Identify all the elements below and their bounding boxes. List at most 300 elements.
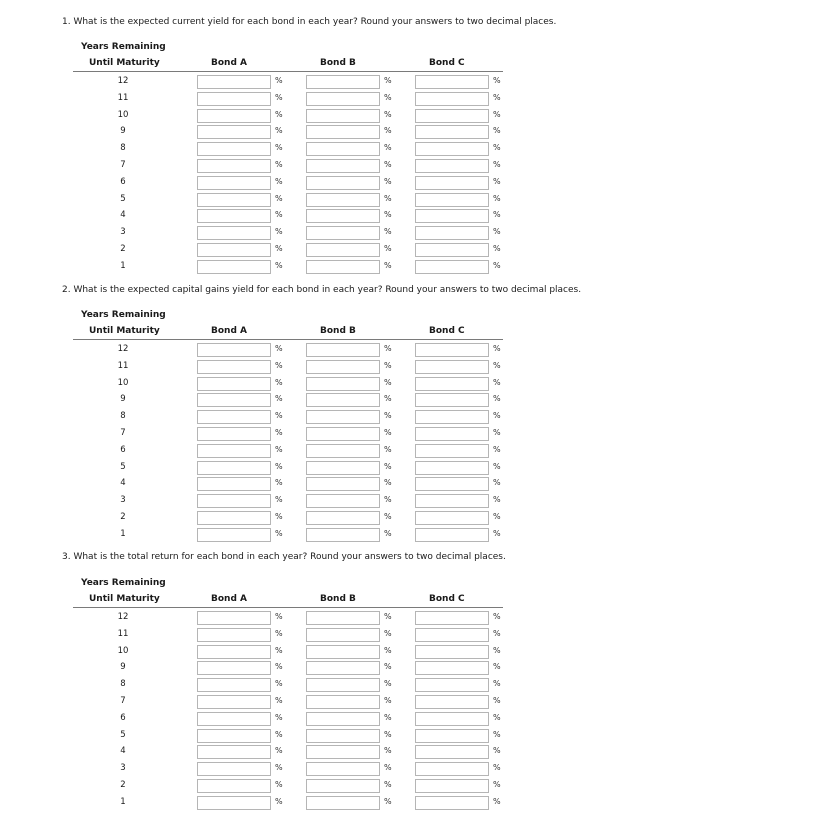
percent-unit-label: % (384, 746, 392, 756)
bond-c-answer-input[interactable] (415, 645, 489, 659)
bond-c-answer-input[interactable] (415, 410, 489, 424)
bond-b-answer-input[interactable] (306, 75, 380, 89)
table-row (73, 677, 503, 694)
bond-b-answer-input[interactable] (306, 377, 380, 391)
bond-b-answer-input[interactable] (306, 645, 380, 659)
bond-c-answer-input[interactable] (415, 360, 489, 374)
bond-a-answer-input[interactable] (197, 243, 271, 257)
bond-a-answer-input[interactable] (197, 209, 271, 223)
year-label: 11 (117, 360, 129, 371)
percent-unit-label: % (384, 628, 392, 638)
year-label: 3 (120, 763, 126, 774)
bond-c-answer-input[interactable] (415, 193, 489, 207)
percent-unit-label: % (384, 76, 392, 85)
percent-unit-label: % (275, 461, 283, 471)
percent-unit-label: % (493, 160, 501, 169)
bond-a-answer-input[interactable] (197, 393, 271, 407)
bond-c-answer-input[interactable] (415, 628, 489, 642)
table-row (73, 259, 503, 276)
table-row (73, 392, 503, 409)
bond-a-answer-input[interactable] (197, 628, 271, 642)
bond-c-answer-input[interactable] (415, 109, 489, 123)
bond-b-answer-input[interactable] (306, 611, 380, 625)
bond-c-answer-input[interactable] (415, 444, 489, 458)
header-bond-a: Bond A (211, 58, 247, 68)
percent-unit-label: % (493, 377, 501, 387)
bond-b-answer-input[interactable] (306, 745, 380, 759)
percent-unit-label: % (384, 645, 392, 655)
bond-b-answer-input[interactable] (306, 109, 380, 123)
percent-unit-label: % (275, 377, 283, 387)
percent-unit-label: % (384, 512, 392, 521)
header-divider (73, 339, 503, 340)
bond-a-answer-input[interactable] (197, 125, 271, 139)
bond-a-answer-input[interactable] (197, 410, 271, 424)
table-row (73, 124, 503, 141)
percent-unit-label: % (493, 628, 501, 638)
bond-c-answer-input[interactable] (415, 427, 489, 441)
table-row (73, 728, 503, 745)
table-row (73, 74, 503, 91)
bond-a-answer-input[interactable] (197, 444, 271, 458)
table-row (73, 610, 503, 627)
percent-unit-label: % (384, 143, 392, 153)
bond-b-answer-input[interactable] (306, 176, 380, 190)
table-row (73, 342, 503, 359)
bond-c-answer-input[interactable] (415, 377, 489, 391)
table-row (73, 225, 503, 242)
year-label: 3 (120, 495, 126, 506)
table-row (73, 359, 503, 376)
bond-c-answer-input[interactable] (415, 494, 489, 508)
percent-unit-label: % (493, 344, 501, 353)
percent-unit-label: % (493, 109, 501, 119)
table-row (73, 175, 503, 192)
year-label: 5 (120, 729, 126, 740)
bond-c-answer-input[interactable] (415, 75, 489, 89)
question-text: 1. What is the expected current yield for each bond in each year? Round your answers to two decimal places. (62, 17, 557, 27)
bond-a-answer-input[interactable] (197, 745, 271, 759)
percent-unit-label: % (493, 645, 501, 655)
bond-c-answer-input[interactable] (415, 461, 489, 475)
bond-c-answer-input[interactable] (415, 92, 489, 106)
percent-unit-label: % (493, 763, 501, 773)
year-label: 11 (117, 92, 129, 103)
bond-c-answer-input[interactable] (415, 159, 489, 173)
percent-unit-label: % (275, 478, 283, 488)
bond-c-answer-input[interactable] (415, 796, 489, 810)
bond-a-answer-input[interactable] (197, 779, 271, 793)
bond-c-answer-input[interactable] (415, 176, 489, 190)
year-label: 3 (120, 227, 126, 238)
header-bond-c: Bond C (429, 58, 465, 68)
percent-unit-label: % (384, 260, 392, 270)
percent-unit-label: % (275, 528, 283, 538)
bond-a-answer-input[interactable] (197, 477, 271, 491)
bond-c-answer-input[interactable] (415, 745, 489, 759)
bond-b-answer-input[interactable] (306, 393, 380, 407)
bond-a-answer-input[interactable] (197, 511, 271, 525)
percent-unit-label: % (275, 411, 283, 421)
bond-c-answer-input[interactable] (415, 125, 489, 139)
bond-b-answer-input[interactable] (306, 260, 380, 274)
percent-unit-label: % (275, 360, 283, 370)
year-label: 8 (120, 411, 126, 422)
percent-unit-label: % (384, 796, 392, 806)
percent-unit-label: % (493, 712, 501, 722)
bond-b-answer-input[interactable] (306, 125, 380, 139)
year-label: 8 (120, 679, 126, 690)
percent-unit-label: % (275, 679, 283, 689)
bond-a-answer-input[interactable] (197, 762, 271, 776)
percent-unit-label: % (493, 679, 501, 689)
percent-unit-label: % (384, 763, 392, 773)
percent-unit-label: % (493, 461, 501, 471)
bond-a-answer-input[interactable] (197, 611, 271, 625)
bond-b-answer-input[interactable] (306, 511, 380, 525)
bond-c-answer-input[interactable] (415, 511, 489, 525)
percent-unit-label: % (275, 780, 283, 789)
bond-a-answer-input[interactable] (197, 343, 271, 357)
bond-a-answer-input[interactable] (197, 427, 271, 441)
year-label: 11 (117, 628, 129, 639)
percent-unit-label: % (384, 210, 392, 220)
bond-c-answer-input[interactable] (415, 142, 489, 156)
bond-a-answer-input[interactable] (197, 109, 271, 123)
bond-a-answer-input[interactable] (197, 92, 271, 106)
table-row (73, 644, 503, 661)
header-bond-c: Bond C (429, 326, 465, 336)
bond-a-answer-input[interactable] (197, 159, 271, 173)
percent-unit-label: % (275, 260, 283, 270)
year-label: 4 (120, 746, 126, 757)
percent-unit-label: % (275, 712, 283, 722)
bond-c-answer-input[interactable] (415, 243, 489, 257)
percent-unit-label: % (493, 780, 501, 789)
table-row (73, 476, 503, 493)
bond-b-answer-input[interactable] (306, 779, 380, 793)
bond-c-answer-input[interactable] (415, 611, 489, 625)
percent-unit-label: % (384, 696, 392, 705)
percent-unit-label: % (384, 729, 392, 739)
bond-b-answer-input[interactable] (306, 226, 380, 240)
bond-b-answer-input[interactable] (306, 628, 380, 642)
table-row (73, 744, 503, 761)
bond-b-answer-input[interactable] (306, 661, 380, 675)
table-row (73, 376, 503, 393)
percent-unit-label: % (493, 729, 501, 739)
year-label: 1 (120, 528, 126, 539)
percent-unit-label: % (384, 528, 392, 538)
percent-unit-label: % (275, 628, 283, 638)
percent-unit-label: % (275, 210, 283, 220)
bond-a-answer-input[interactable] (197, 377, 271, 391)
table-row (73, 409, 503, 426)
percent-unit-label: % (493, 528, 501, 538)
year-label: 9 (120, 662, 126, 673)
percent-unit-label: % (384, 780, 392, 789)
header-bond-c: Bond C (429, 594, 465, 604)
header-bond-a: Bond A (211, 594, 247, 604)
bond-b-answer-input[interactable] (306, 209, 380, 223)
bond-c-answer-input[interactable] (415, 477, 489, 491)
percent-unit-label: % (493, 193, 501, 203)
percent-unit-label: % (493, 696, 501, 705)
percent-unit-label: % (275, 746, 283, 756)
percent-unit-label: % (384, 244, 392, 253)
question-text: 3. What is the total return for each bond in each year? Round your answers to two decimal places. (62, 552, 506, 562)
percent-unit-label: % (384, 478, 392, 488)
header-bond-b: Bond B (320, 594, 356, 604)
bond-b-answer-input[interactable] (306, 193, 380, 207)
bond-a-answer-input[interactable] (197, 661, 271, 675)
percent-unit-label: % (275, 143, 283, 153)
year-label: 10 (117, 645, 129, 656)
year-label: 4 (120, 478, 126, 489)
header-years-remaining: Years Remaining (81, 578, 166, 588)
header-bond-b: Bond B (320, 58, 356, 68)
percent-unit-label: % (384, 377, 392, 387)
table-row (73, 91, 503, 108)
percent-unit-label: % (384, 461, 392, 471)
percent-unit-label: % (493, 612, 501, 621)
bond-c-answer-input[interactable] (415, 695, 489, 709)
percent-unit-label: % (493, 796, 501, 806)
bond-b-answer-input[interactable] (306, 243, 380, 257)
header-years-remaining: Years Remaining (81, 310, 166, 320)
bond-a-answer-input[interactable] (197, 260, 271, 274)
percent-unit-label: % (275, 645, 283, 655)
year-label: 2 (120, 780, 126, 790)
percent-unit-label: % (384, 394, 392, 404)
year-label: 10 (117, 377, 129, 388)
bond-c-answer-input[interactable] (415, 779, 489, 793)
bond-c-answer-input[interactable] (415, 393, 489, 407)
percent-unit-label: % (493, 126, 501, 136)
percent-unit-label: % (493, 512, 501, 521)
bond-a-answer-input[interactable] (197, 494, 271, 508)
bond-a-answer-input[interactable] (197, 645, 271, 659)
header-divider (73, 607, 503, 608)
bond-c-answer-input[interactable] (415, 226, 489, 240)
question-text: 2. What is the expected capital gains yield for each bond in each year? Round your answers to two decimal places. (62, 285, 582, 295)
year-label: 9 (120, 394, 126, 405)
percent-unit-label: % (493, 394, 501, 404)
bond-a-answer-input[interactable] (197, 226, 271, 240)
bond-a-answer-input[interactable] (197, 712, 271, 726)
percent-unit-label: % (275, 227, 283, 237)
year-label: 5 (120, 193, 126, 204)
percent-unit-label: % (493, 227, 501, 237)
bond-c-answer-input[interactable] (415, 762, 489, 776)
bond-a-answer-input[interactable] (197, 461, 271, 475)
bond-a-answer-input[interactable] (197, 796, 271, 810)
percent-unit-label: % (493, 76, 501, 85)
percent-unit-label: % (493, 478, 501, 488)
year-label: 7 (120, 696, 126, 706)
percent-unit-label: % (493, 143, 501, 153)
percent-unit-label: % (493, 495, 501, 505)
table-row (73, 208, 503, 225)
bond-c-answer-input[interactable] (415, 712, 489, 726)
percent-unit-label: % (275, 193, 283, 203)
bond-c-answer-input[interactable] (415, 343, 489, 357)
bond-c-answer-input[interactable] (415, 729, 489, 743)
percent-unit-label: % (384, 126, 392, 136)
percent-unit-label: % (384, 92, 392, 102)
table-row (73, 158, 503, 175)
year-label: 10 (117, 109, 129, 120)
bond-a-answer-input[interactable] (197, 528, 271, 542)
percent-unit-label: % (275, 662, 283, 672)
bond-b-answer-input[interactable] (306, 712, 380, 726)
percent-unit-label: % (493, 360, 501, 370)
year-label: 4 (120, 210, 126, 221)
year-label: 6 (120, 712, 126, 723)
percent-unit-label: % (384, 712, 392, 722)
bond-b-answer-input[interactable] (306, 477, 380, 491)
percent-unit-label: % (384, 227, 392, 237)
bond-a-answer-input[interactable] (197, 193, 271, 207)
bond-a-answer-input[interactable] (197, 176, 271, 190)
bond-b-answer-input[interactable] (306, 343, 380, 357)
percent-unit-label: % (384, 360, 392, 370)
percent-unit-label: % (275, 763, 283, 773)
bond-b-answer-input[interactable] (306, 762, 380, 776)
percent-unit-label: % (493, 92, 501, 102)
percent-unit-label: % (275, 796, 283, 806)
percent-unit-label: % (275, 444, 283, 454)
year-label: 1 (120, 796, 126, 807)
percent-unit-label: % (384, 109, 392, 119)
percent-unit-label: % (275, 76, 283, 85)
percent-unit-label: % (384, 160, 392, 169)
table-row (73, 460, 503, 477)
header-bond-b: Bond B (320, 326, 356, 336)
bond-b-answer-input[interactable] (306, 159, 380, 173)
percent-unit-label: % (384, 344, 392, 353)
percent-unit-label: % (275, 612, 283, 621)
year-label: 6 (120, 444, 126, 455)
percent-unit-label: % (493, 746, 501, 756)
percent-unit-label: % (275, 109, 283, 119)
percent-unit-label: % (275, 176, 283, 186)
percent-unit-label: % (275, 126, 283, 136)
bond-b-answer-input[interactable] (306, 360, 380, 374)
percent-unit-label: % (275, 92, 283, 102)
year-label: 12 (117, 344, 129, 354)
percent-unit-label: % (493, 244, 501, 253)
percent-unit-label: % (493, 260, 501, 270)
bond-b-answer-input[interactable] (306, 461, 380, 475)
year-label: 6 (120, 176, 126, 187)
table-row (73, 694, 503, 711)
percent-unit-label: % (493, 444, 501, 454)
percent-unit-label: % (275, 696, 283, 705)
bond-c-answer-input[interactable] (415, 209, 489, 223)
bond-c-answer-input[interactable] (415, 661, 489, 675)
percent-unit-label: % (275, 344, 283, 353)
bond-b-answer-input[interactable] (306, 796, 380, 810)
bond-b-answer-input[interactable] (306, 444, 380, 458)
year-label: 7 (120, 160, 126, 170)
table-row (73, 108, 503, 125)
table-row (73, 426, 503, 443)
bond-b-answer-input[interactable] (306, 528, 380, 542)
bond-a-answer-input[interactable] (197, 360, 271, 374)
table-row (73, 527, 503, 544)
percent-unit-label: % (384, 428, 392, 437)
percent-unit-label: % (384, 612, 392, 621)
percent-unit-label: % (493, 428, 501, 437)
percent-unit-label: % (384, 679, 392, 689)
percent-unit-label: % (275, 244, 283, 253)
table-row (73, 242, 503, 259)
bond-a-answer-input[interactable] (197, 729, 271, 743)
table-row (73, 795, 503, 812)
bond-b-answer-input[interactable] (306, 92, 380, 106)
header-until-maturity: Until Maturity (89, 326, 160, 336)
percent-unit-label: % (493, 210, 501, 220)
percent-unit-label: % (384, 193, 392, 203)
year-label: 9 (120, 126, 126, 137)
bond-b-answer-input[interactable] (306, 410, 380, 424)
table-row (73, 443, 503, 460)
bond-c-answer-input[interactable] (415, 260, 489, 274)
bond-b-answer-input[interactable] (306, 427, 380, 441)
percent-unit-label: % (384, 444, 392, 454)
percent-unit-label: % (384, 495, 392, 505)
table-row (73, 711, 503, 728)
bond-b-answer-input[interactable] (306, 729, 380, 743)
year-label: 2 (120, 512, 126, 522)
percent-unit-label: % (384, 662, 392, 672)
table-row (73, 141, 503, 158)
percent-unit-label: % (384, 176, 392, 186)
bond-b-answer-input[interactable] (306, 695, 380, 709)
bond-b-answer-input[interactable] (306, 678, 380, 692)
year-label: 2 (120, 244, 126, 254)
bond-a-answer-input[interactable] (197, 678, 271, 692)
percent-unit-label: % (384, 411, 392, 421)
bond-a-answer-input[interactable] (197, 695, 271, 709)
percent-unit-label: % (275, 729, 283, 739)
header-until-maturity: Until Maturity (89, 58, 160, 68)
table-row (73, 627, 503, 644)
bond-b-answer-input[interactable] (306, 142, 380, 156)
bond-b-answer-input[interactable] (306, 494, 380, 508)
table-row (73, 510, 503, 527)
bond-c-answer-input[interactable] (415, 528, 489, 542)
bond-c-answer-input[interactable] (415, 678, 489, 692)
table-row (73, 778, 503, 795)
percent-unit-label: % (275, 428, 283, 437)
year-label: 8 (120, 143, 126, 154)
year-label: 1 (120, 260, 126, 271)
year-label: 12 (117, 76, 129, 86)
bond-a-answer-input[interactable] (197, 75, 271, 89)
bond-a-answer-input[interactable] (197, 142, 271, 156)
percent-unit-label: % (275, 160, 283, 169)
table-row (73, 493, 503, 510)
table-row (73, 761, 503, 778)
table-row (73, 660, 503, 677)
percent-unit-label: % (275, 394, 283, 404)
percent-unit-label: % (275, 495, 283, 505)
year-label: 7 (120, 428, 126, 438)
percent-unit-label: % (493, 176, 501, 186)
percent-unit-label: % (493, 662, 501, 672)
